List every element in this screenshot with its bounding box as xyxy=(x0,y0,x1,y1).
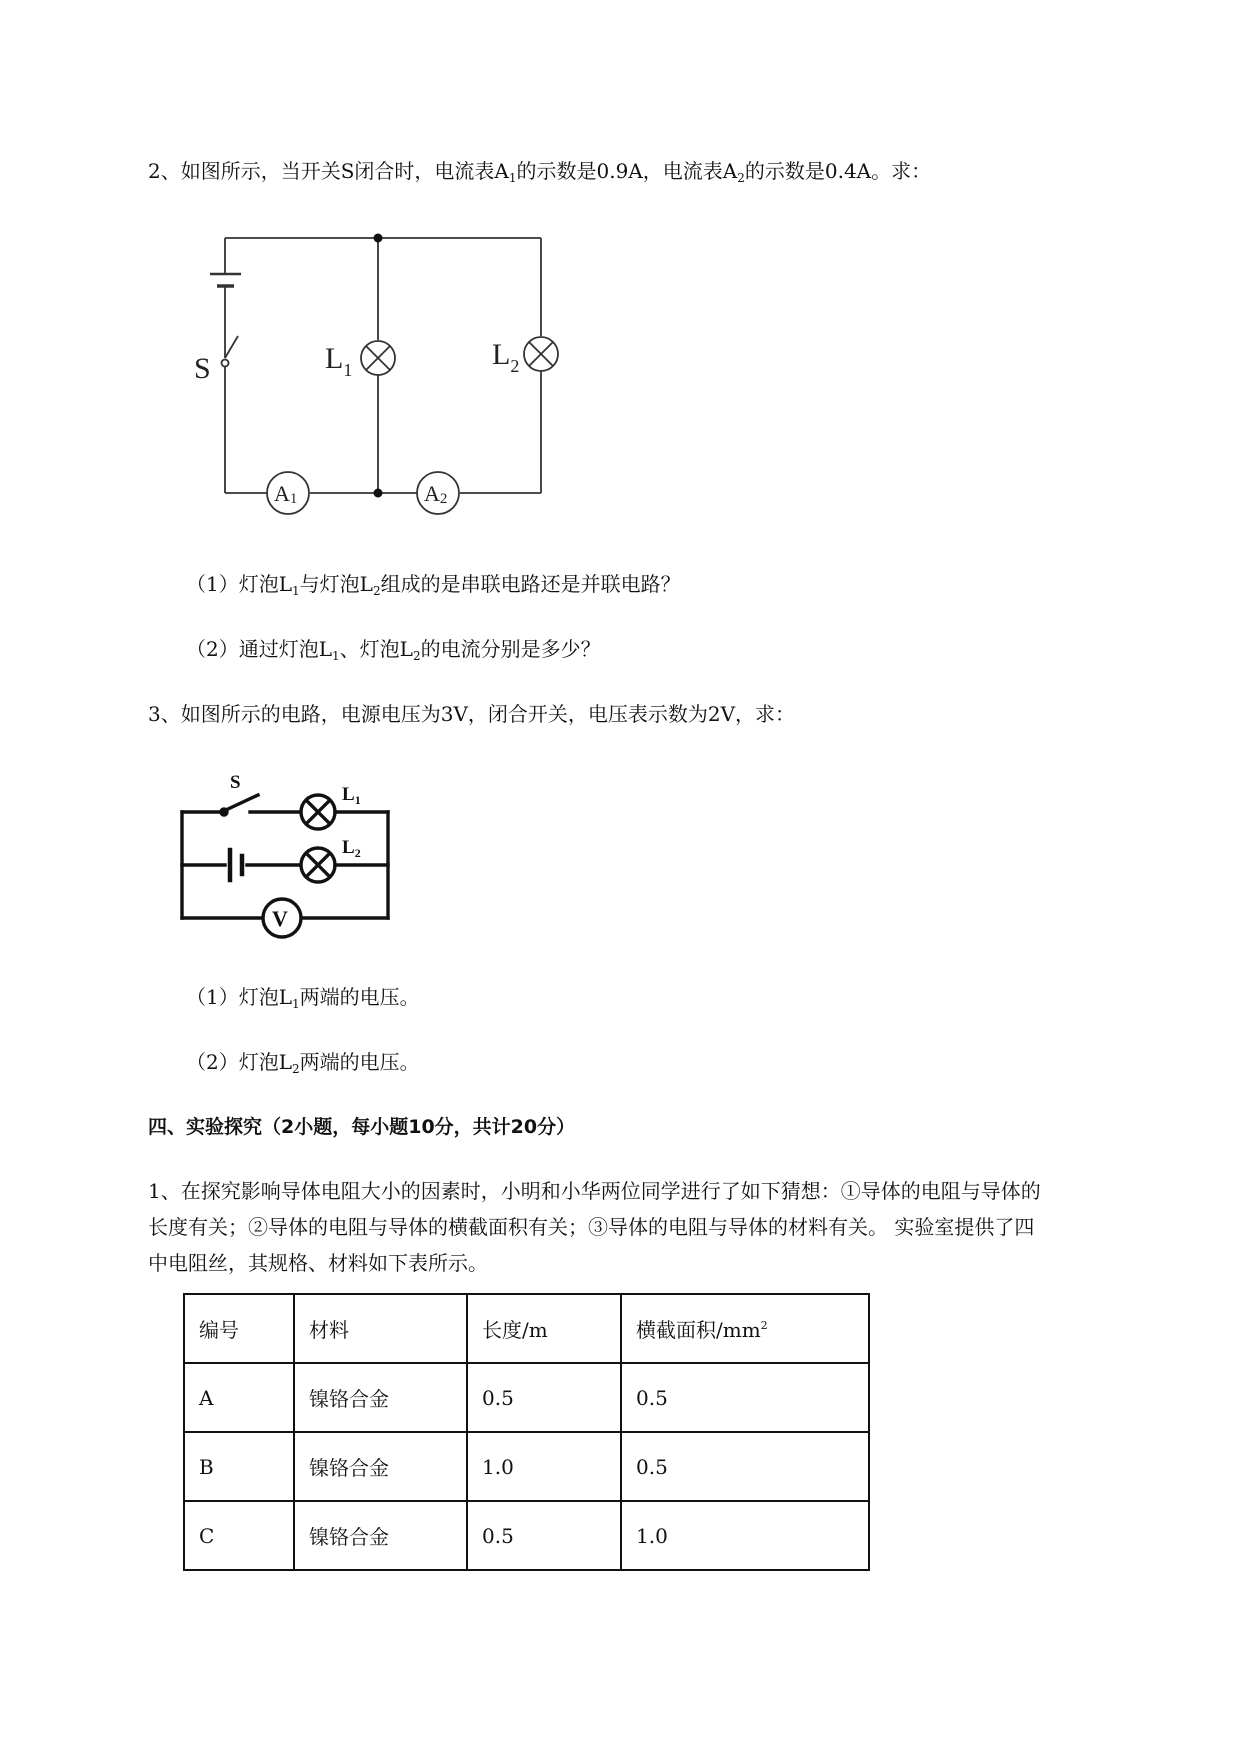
table-cell: A xyxy=(184,1363,294,1432)
resistance-wire-table xyxy=(183,1293,870,1571)
table-cell: 1.0 xyxy=(621,1501,869,1570)
section-heading: 四、实验探究（2小题，每小题10分，共计20分） xyxy=(148,1116,576,1138)
table-cell: B xyxy=(184,1432,294,1501)
ammeter-a2-label: A2 xyxy=(424,481,448,507)
q3-sub1: （1）灯泡$L_1$两端的电压。 xyxy=(186,985,420,1011)
table-cell: 0.5 xyxy=(467,1501,621,1570)
table-cell: C xyxy=(184,1501,294,1570)
lamp-l2-label: $L_2$ xyxy=(492,338,520,376)
table-header-cell: 材料 xyxy=(294,1294,467,1363)
table-cell: 0.5 xyxy=(621,1363,869,1432)
q3-stem: 3、如图所示的电路，电源电压为3V，闭合开关，电压表示数为2V，求： xyxy=(148,702,796,726)
lamp-l1-label-q3: $L_1$ xyxy=(342,784,361,807)
table-row xyxy=(184,1432,869,1501)
q2-stem: 2、如图所示，当开关S闭合时，电流表$A_1$的示数是0.9A，电流表$A_2$的示数是0.4A。求： xyxy=(148,159,932,185)
table-row xyxy=(184,1501,869,1570)
table-cell: 镍铬合金 xyxy=(294,1432,467,1501)
lamp-l2-label-q3: $L_2$ xyxy=(342,837,361,860)
q2-sub1: （1）灯泡$L_1$与灯泡$L_2$组成的是串联电路还是并联电路？ xyxy=(186,572,681,598)
table-header-cell: 长度/m xyxy=(467,1294,621,1363)
exp1-line1: 1、在探究影响导体电阻大小的因素时，小明和小华两位同学进行了如下猜想：①导体的电阻与导体的 xyxy=(148,1179,1041,1203)
exp1-line3: 中电阻丝，其规格、材料如下表所示。 xyxy=(148,1251,488,1275)
circuit-diagram-q2 xyxy=(180,220,580,530)
table-header-cell: 编号 xyxy=(184,1294,294,1363)
table-row xyxy=(184,1363,869,1432)
circuit-diagram-q3 xyxy=(170,760,410,945)
table-header-row xyxy=(184,1294,869,1363)
exp1-line2: 长度有关；②导体的电阻与导体的横截面积有关；③导体的电阻与导体的材料有关。 实验室提供了四 xyxy=(148,1215,1035,1239)
table-cell: 镍铬合金 xyxy=(294,1363,467,1432)
q2-sub2: （2）通过灯泡$L_1$、灯泡$L_2$的电流分别是多少？ xyxy=(186,637,601,663)
table-cell: 0.5 xyxy=(467,1363,621,1432)
switch-label-q3: S xyxy=(230,772,241,793)
table-header-cell: 横截面积$/mm^2$ xyxy=(621,1294,869,1363)
table-cell: 1.0 xyxy=(467,1432,621,1501)
q3-sub2: （2）灯泡$L_2$两端的电压。 xyxy=(186,1050,420,1076)
table-cell: 镍铬合金 xyxy=(294,1501,467,1570)
ammeter-a1-label: A1 xyxy=(274,481,298,507)
table-cell: 0.5 xyxy=(621,1432,869,1501)
voltmeter-label: V xyxy=(272,906,288,931)
lamp-l1-label: $L_1$ xyxy=(325,342,353,380)
switch-label: S xyxy=(194,352,211,385)
